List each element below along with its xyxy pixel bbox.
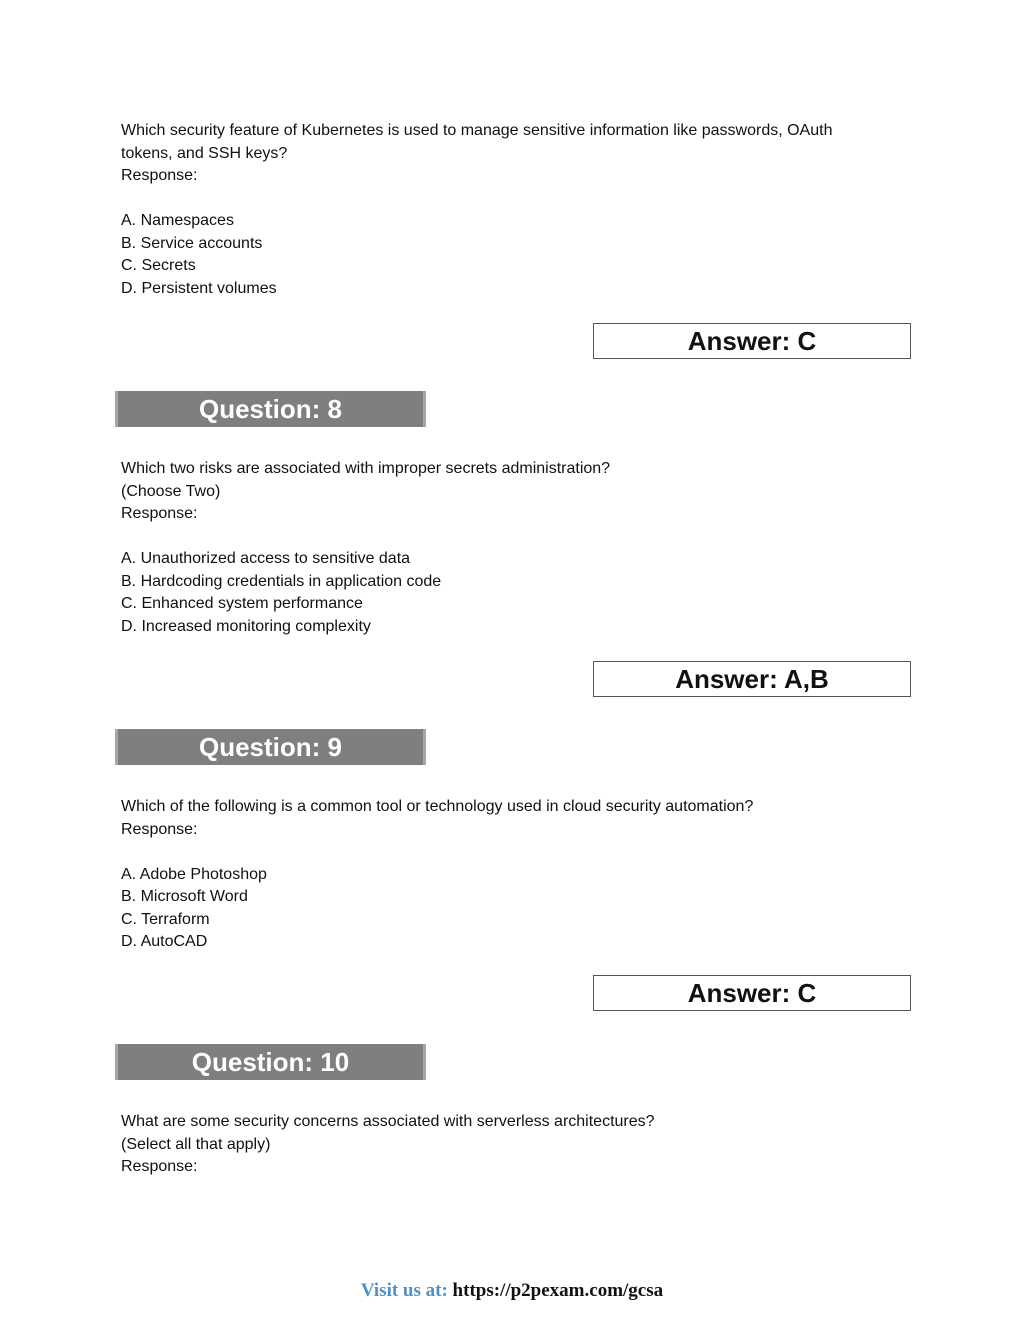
- page-footer: [0, 1280, 1024, 1302]
- response-label: Response:: [121, 1158, 198, 1175]
- option-item: D. AutoCAD: [121, 933, 208, 950]
- answer-box-q7: Answer: C: [593, 323, 911, 359]
- footer-visit-label: Visit us at:: [360, 1280, 448, 1301]
- option-item: B. Service accounts: [121, 234, 263, 252]
- option-item: A. Adobe Photoshop: [121, 865, 267, 883]
- question-8-body: [121, 458, 901, 638]
- question-9-header: Question: 9: [115, 729, 426, 765]
- question-7-text-line: tokens, and SSH keys?: [121, 144, 288, 162]
- question-7-text-line: Which security feature of Kubernetes is used to manage sensitive information like passwords, OAuth: [121, 122, 833, 139]
- question-8-text-line: Which two risks are associated with improper secrets administration?: [121, 460, 611, 477]
- response-label: Response:: [121, 505, 198, 522]
- question-10-body: [121, 1111, 901, 1179]
- option-item: D. Increased monitoring complexity: [121, 617, 371, 635]
- footer-url-link[interactable]: https://p2pexam.com/gcsa: [452, 1280, 664, 1301]
- question-8-text-line: (Choose Two): [121, 482, 221, 500]
- option-item: C. Secrets: [121, 257, 196, 274]
- option-item: A. Namespaces: [121, 212, 234, 229]
- question-10-text-line: What are some security concerns associated with serverless architectures?: [121, 1113, 655, 1130]
- question-9-body: [121, 796, 901, 954]
- option-item: C. Enhanced system performance: [121, 595, 363, 612]
- response-label: Response:: [121, 820, 198, 838]
- question-10-text-line: (Select all that apply): [121, 1135, 271, 1153]
- option-item: B. Hardcoding credentials in application code: [121, 572, 442, 590]
- answer-box-q9: Answer: C: [593, 975, 911, 1011]
- option-item: A. Unauthorized access to sensitive data: [121, 550, 411, 567]
- question-8-header: Question: 8: [115, 391, 426, 427]
- option-item: B. Microsoft Word: [121, 888, 248, 905]
- option-item: D. Persistent volumes: [121, 279, 277, 297]
- question-9-text-line: Which of the following is a common tool or technology used in cloud security automation?: [121, 798, 754, 815]
- question-10-header: Question: 10: [115, 1044, 426, 1080]
- option-item: C. Terraform: [121, 910, 210, 928]
- response-label: Response:: [121, 167, 198, 184]
- answer-box-q8: Answer: A,B: [593, 661, 911, 697]
- question-7-body: [121, 120, 901, 300]
